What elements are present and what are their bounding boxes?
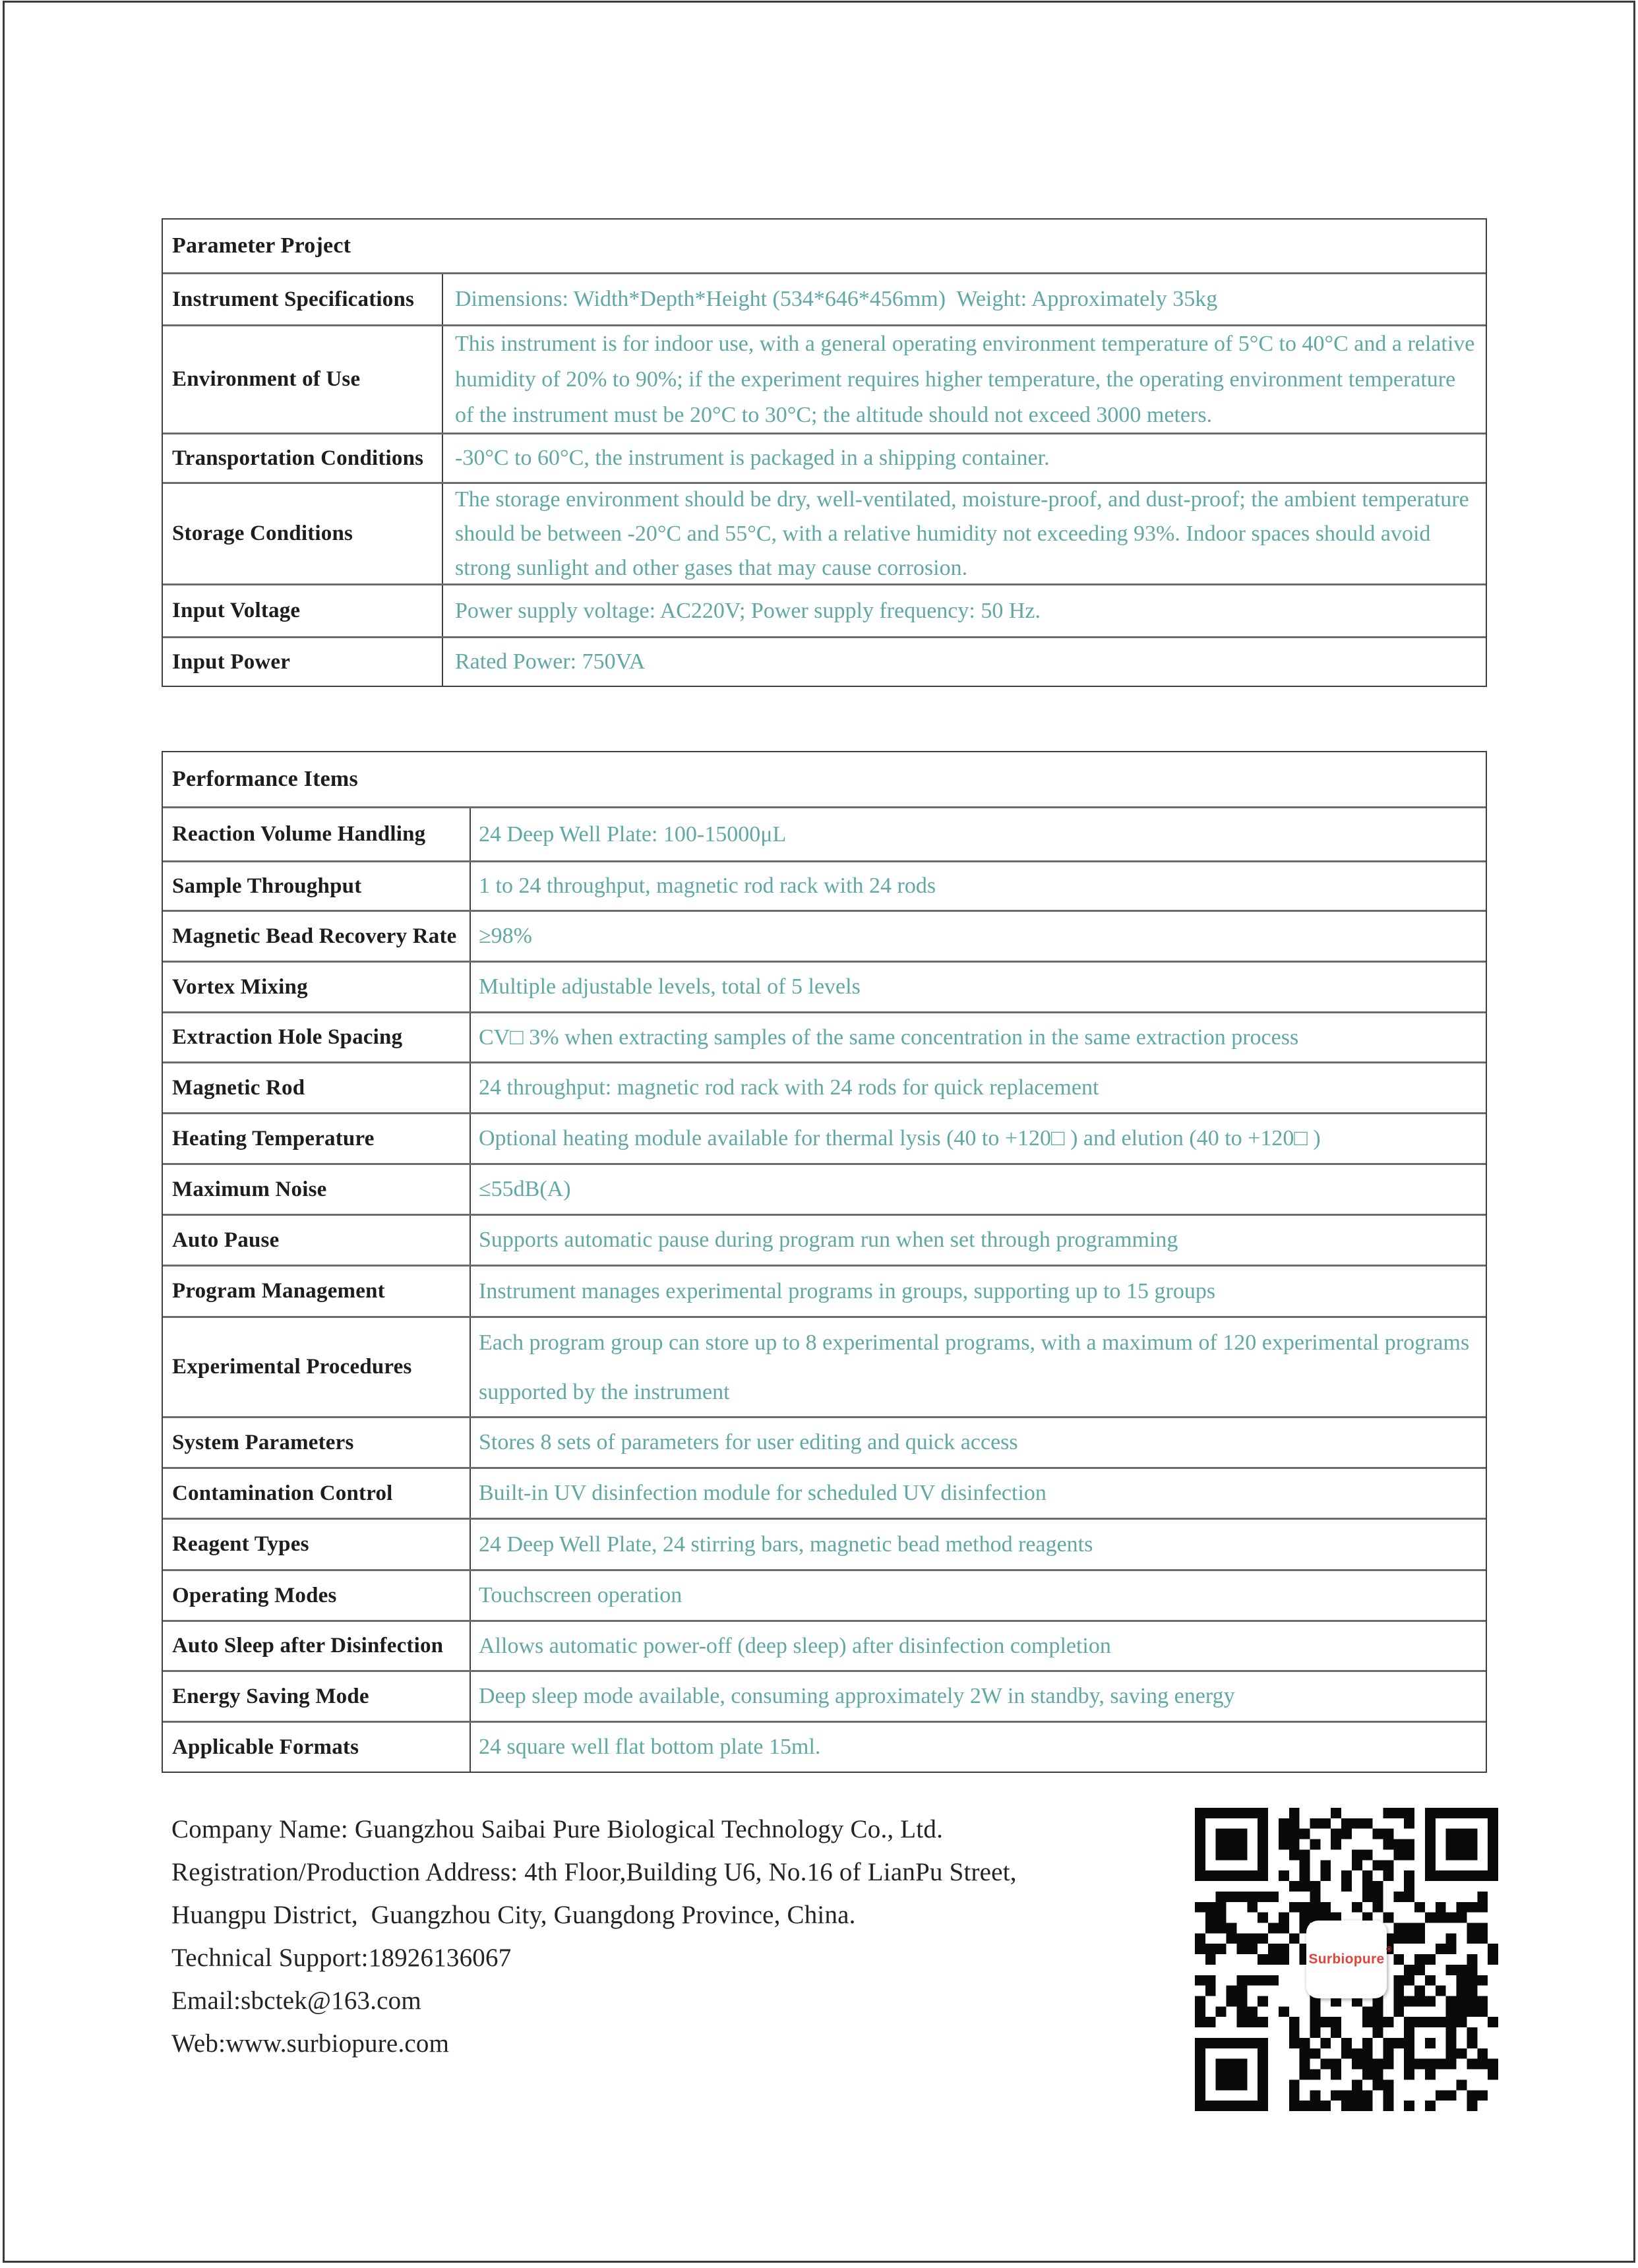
table-row xyxy=(163,910,1486,961)
table-row xyxy=(163,1112,1486,1163)
row-value: 24 square well flat bottom plate 15ml. xyxy=(479,1735,821,1760)
row-label: Input Voltage xyxy=(163,585,443,636)
table-row xyxy=(163,324,1486,433)
table-row xyxy=(163,961,1486,1011)
row-value: Each program group can store up to 8 experimental programs, with a maximum of 120 experimental programs supported by the instrument xyxy=(479,1330,1470,1404)
company-info-block xyxy=(171,1808,1174,2065)
table-row xyxy=(163,1163,1486,1214)
row-label: Auto Sleep after Disinfection xyxy=(163,1622,471,1670)
table1-title: Parameter Project xyxy=(172,233,351,258)
row-label: Energy Saving Mode xyxy=(163,1672,471,1721)
company-name-line: Company Name: Guangzhou Saibai Pure Biological Technology Co., Ltd. xyxy=(171,1815,944,1843)
table-row xyxy=(163,1416,1486,1467)
row-value: Rated Power: 750VA xyxy=(455,649,646,674)
row-label: Input Power xyxy=(163,638,443,686)
row-value: Optional heating module available for thermal lysis (40 to +120□ ) and elution (40 to +120□ ) xyxy=(479,1126,1321,1151)
row-value: Built-in UV disinfection module for scheduled UV disinfection xyxy=(479,1481,1046,1506)
row-value: 24 throughput: magnetic rod rack with 24 rods for quick replacement xyxy=(479,1075,1099,1100)
table-row xyxy=(163,1061,1486,1112)
row-value: Touchscreen operation xyxy=(479,1583,682,1608)
row-label: Environment of Use xyxy=(163,326,443,433)
row-label: Maximum Noise xyxy=(163,1165,471,1214)
table-row xyxy=(163,1316,1486,1416)
row-value: 24 Deep Well Plate: 100-15000μL xyxy=(479,821,787,847)
qr-center-logo xyxy=(1306,1921,1392,1998)
row-value: Deep sleep mode available, consuming approximately 2W in standby, saving energy xyxy=(479,1684,1235,1709)
table-row xyxy=(163,482,1486,583)
row-label: Vortex Mixing xyxy=(163,963,471,1011)
table-header-row xyxy=(163,220,1486,272)
row-label: Magnetic Bead Recovery Rate xyxy=(163,912,471,961)
row-value: 24 Deep Well Plate, 24 stirring bars, magnetic bead method reagents xyxy=(479,1532,1093,1557)
table-row xyxy=(163,1569,1486,1620)
row-value: The storage environment should be dry, well-ventilated, moisture-proof, and dust-proof; the ambient temperature should be between -20°C and 55°C, with a relative humidity not exceeding 93%. Indoor spaces should avoid strong sunlight and other gases that may cause corrosion. xyxy=(455,487,1469,580)
table-row xyxy=(163,583,1486,636)
qr-logo-text: Surbiopure ® xyxy=(1308,1946,1392,1967)
registered-mark-icon: ® xyxy=(1386,1946,1392,1954)
table-header-row xyxy=(163,752,1486,806)
row-label: Reagent Types xyxy=(163,1520,471,1569)
row-value: Multiple adjustable levels, total of 5 levels xyxy=(479,974,861,1000)
row-value: 1 to 24 throughput, magnetic rod rack with 24 rods xyxy=(479,874,936,899)
table-row xyxy=(163,1265,1486,1316)
performance-items-table xyxy=(162,751,1487,1773)
table-row xyxy=(163,272,1486,324)
row-value: CV□ 3% when extracting samples of the same concentration in the same extraction process xyxy=(479,1025,1299,1050)
table-row xyxy=(163,1011,1486,1061)
row-value: -30°C to 60°C, the instrument is packaged in a shipping container. xyxy=(455,446,1050,471)
table-row xyxy=(163,1670,1486,1721)
table2-title-empty-cell xyxy=(471,752,1486,806)
row-label: Contamination Control xyxy=(163,1469,471,1518)
table-row xyxy=(163,1620,1486,1670)
row-value: Allows automatic power-off (deep sleep) after disinfection completion xyxy=(479,1633,1111,1658)
table2-title: Performance Items xyxy=(172,767,358,791)
row-value: Supports automatic pause during program run when set through programming xyxy=(479,1228,1178,1253)
row-value: ≤55dB(A) xyxy=(479,1177,571,1202)
row-value: Stores 8 sets of parameters for user editing and quick access xyxy=(479,1430,1018,1455)
row-label: Applicable Formats xyxy=(163,1723,471,1772)
row-label: Magnetic Rod xyxy=(163,1063,471,1112)
company-address-line: Registration/Production Address: 4th Floor,Building U6, No.16 of LianPu Street, xyxy=(171,1858,1017,1886)
row-label: System Parameters xyxy=(163,1418,471,1467)
qr-code xyxy=(1195,1808,1498,2111)
row-label: Heating Temperature xyxy=(163,1114,471,1163)
row-label: Reaction Volume Handling xyxy=(163,808,471,860)
row-label: Operating Modes xyxy=(163,1571,471,1620)
row-label: Transportation Conditions xyxy=(163,434,443,482)
row-label: Experimental Procedures xyxy=(163,1318,471,1416)
row-value: This instrument is for indoor use, with a general operating environment temperature of 5°C to 40°C and a relative humidity of 20% to 90%; if the experiment requires higher temperature, the operating environment temperature of the instrument must be 20°C to 30°C; the altitude should not exceed 3000 meters. xyxy=(455,331,1475,427)
table-row xyxy=(163,1214,1486,1265)
row-label: Sample Throughput xyxy=(163,862,471,910)
row-label: Extraction Hole Spacing xyxy=(163,1013,471,1061)
table-row xyxy=(163,806,1486,860)
table-row xyxy=(163,860,1486,910)
website-line: Web:www.surbiopure.com xyxy=(171,2029,450,2058)
company-address-line2: Huangpu District, Guangzhou City, Guangdong Province, China. xyxy=(171,1901,856,1929)
table-row xyxy=(163,1721,1486,1772)
row-label: Instrument Specifications xyxy=(163,274,443,324)
row-label: Auto Pause xyxy=(163,1216,471,1265)
table-row xyxy=(163,1518,1486,1569)
email-line: Email:sbctek@163.com xyxy=(171,1986,421,2015)
row-value: Instrument manages experimental programs in groups, supporting up to 15 groups xyxy=(479,1278,1216,1303)
table-row xyxy=(163,1467,1486,1518)
technical-support-line: Technical Support:18926136067 xyxy=(171,1944,512,1972)
parameter-project-table xyxy=(162,218,1487,687)
row-value: ≥98% xyxy=(479,924,532,949)
row-value: Dimensions: Width*Depth*Height (534*646*456mm) Weight: Approximately 35kg xyxy=(455,287,1218,312)
row-value: Power supply voltage: AC220V; Power supply frequency: 50 Hz. xyxy=(455,598,1041,623)
table-row xyxy=(163,433,1486,482)
row-label: Storage Conditions xyxy=(163,484,443,583)
row-label: Program Management xyxy=(163,1267,471,1316)
table-row xyxy=(163,636,1486,686)
